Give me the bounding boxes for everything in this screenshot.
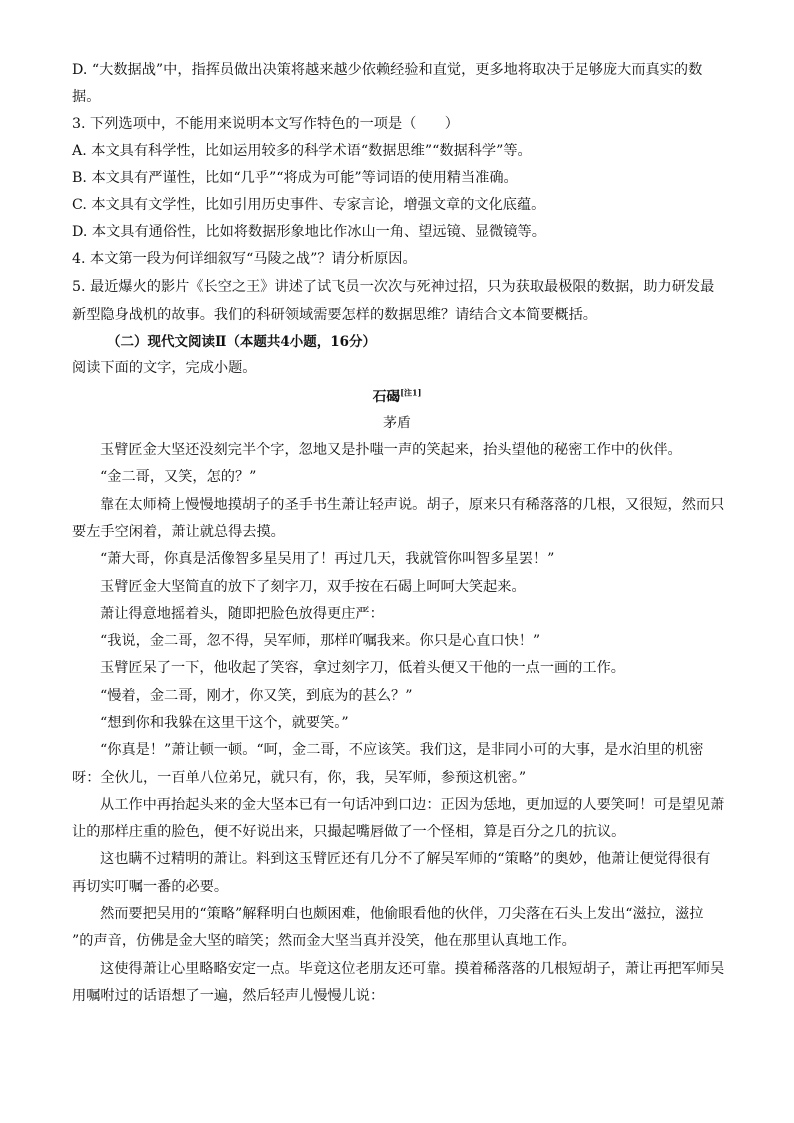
paragraph-3-line-1: 靠在太师椅上慢慢地摸胡子的圣手书生萧让轻声说。胡子，原来只有稀落落的几根，又很短，然而只 (100, 497, 725, 513)
question-3-option-a: A. 本文具有科学性，比如运用较多的科学术语“数据思维”“数据科学”等。 (72, 143, 532, 159)
paragraph-5: 玉臂匠金大坚简直的放下了刻字刀，双手按在石碣上呵呵大笑起来。 (100, 579, 526, 595)
reading-instruction: 阅读下面的文字，完成小题。 (72, 360, 257, 376)
paragraph-10: “想到你和我躲在这里干这个，就要笑。” (100, 715, 349, 731)
paragraph-14-line-2: ”的声音，仿佛是金大坚的暗笑；然而金大坚当真并没笑，他在那里认真地工作。 (72, 933, 576, 949)
paragraph-11-line-1: “你真是！”萧让顿一顿。“呵，金二哥，不应该笑。我们这，是非同小可的大事，是水泊里的机密 (100, 742, 704, 758)
question-3: 3. 下列选项中，不能用来说明本文写作特色的一项是（ ） (72, 116, 459, 132)
paragraph-12-line-2: 让的那样庄重的脸色，便不好说出来，只撮起嘴唇做了一个怪相，算是百分之几的抗议。 (72, 824, 626, 840)
paragraph-9: “慢着，金二哥，刚才，你又笑，到底为的甚么？” (100, 688, 413, 704)
paragraph-4: “萧大哥，你真是活像智多星吴用了！再过几天，我就管你叫智多星罢！” (100, 551, 555, 567)
paragraph-8: 玉臂匠呆了一下，他收起了笑容，拿过刻字刀，低着头便又干他的一点一画的工作。 (100, 660, 625, 676)
question-3-option-d: D. 本文具有通俗性，比如将数据形象地比作冰山一角、望远镜、显微镜等。 (72, 224, 546, 240)
paragraph-12-line-1: 从工作中再抬起头来的金大坚本已有一句话冲到口边：正因为恁地，更加逗的人要笑呵！可是望见萧 (100, 797, 725, 813)
paragraph-11-line-2: 呀：全伙儿，一百单八位弟兄，就只有，你，我，吴军师，参预这机密。” (72, 770, 527, 786)
paragraph-3-line-2: 要左手空闲着，萧让就总得去摸。 (72, 524, 285, 540)
question-3-option-b: B. 本文具有严谨性，比如“几乎”“将成为可能”等词语的使用精当准确。 (72, 170, 518, 186)
paragraph-13-line-1: 这也瞒不过精明的萧让。料到这玉臂匠还有几分不了解吴军师的“策略”的奥妙，他萧让便觉得很有 (100, 851, 711, 867)
paragraph-6: 萧让得意地摇着头，随即把脸色放得更庄严： (100, 606, 384, 622)
option-d-continuation: 据。 (72, 89, 101, 105)
question-5-line-2: 新型隐身战机的故事。我们的科研领域需要怎样的数据思维？请结合文本简要概括。 (72, 307, 597, 323)
question-3-option-c: C. 本文具有文学性，比如引用历史事件、专家言论，增强文章的文化底蕴。 (72, 197, 546, 213)
title-footnote-mark: [注1] (400, 387, 422, 398)
section-heading: （二）现代文阅读Ⅱ（本题共4小题，16分） (107, 334, 377, 350)
story-title-text: 石碣 (372, 389, 401, 405)
option-d-text: D. “大数据战”中，指挥员做出决策将越来越少依赖经验和直觉，更多地将取决于足够庞大而真实的数 (72, 62, 703, 78)
paragraph-15-line-1: 这使得萧让心里略略安定一点。毕竟这位老朋友还可靠。摸着稀落落的几根短胡子，萧让再把军师吴 (100, 961, 725, 977)
question-4: 4. 本文第一段为何详细叙写“马陵之战”？请分析原因。 (72, 251, 417, 267)
paragraph-2: “金二哥，又笑，怎的？” (100, 469, 257, 485)
story-title (0, 384, 794, 411)
paragraph-1: 玉臂匠金大坚还没刻完半个字，忽地又是扑嗤一声的笑起来，抬头望他的秘密工作中的伙伴。 (100, 442, 682, 458)
question-5-line-1: 5. 最近爆火的影片《长空之王》讲述了试飞员一次次与死神过招，只为获取最极限的数据，助力研发最 (72, 279, 715, 295)
story-author: 茅盾 (383, 415, 411, 431)
paragraph-7: “我说，金二哥，忽不得，吴军师，那样吖嘱我来。你只是心直口快！” (100, 633, 541, 649)
paragraph-14-line-1: 然而要把吴用的“策略”解释明白也颇困难，他偷眼看他的伙伴，刀尖落在石头上发出“滋拉，滋拉 (100, 906, 704, 922)
paragraph-13-line-2: 再切实叮嘱一番的必要。 (72, 879, 229, 895)
paragraph-15-line-2: 用嘱咐过的话语想了一遍，然后轻声儿慢慢儿说： (72, 988, 385, 1004)
